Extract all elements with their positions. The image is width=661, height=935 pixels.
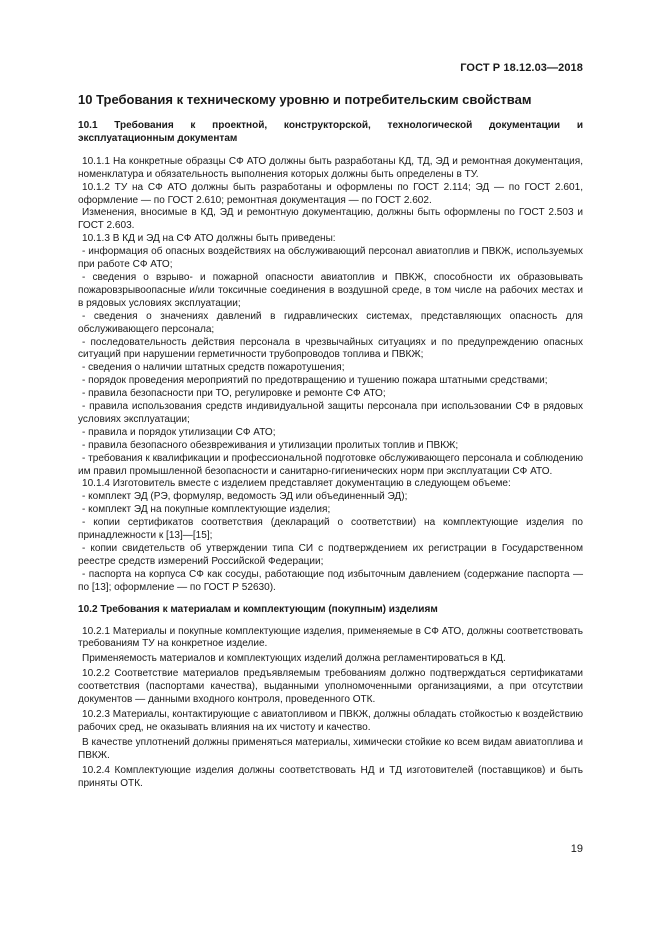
list-item: - паспорта на корпуса СФ как сосуды, работающие под избыточным давлением (содержание паспорта — по [13]; оформление — по ГОСТ Р 52630). [78, 568, 583, 593]
page-content [78, 92, 583, 790]
paragraph: 10.1.1 На конкретные образцы СФ АТО должны быть разработаны КД, ТД, ЭД и ремонтная документация, номенклатура и обязательность выполнения которых должны быть определены в ТУ. [78, 155, 583, 180]
list-item: - сведения о наличии штатных средств пожаротушения; [82, 362, 345, 374]
list-item: - комплект ЭД на покупные комплектующие изделия; [82, 504, 331, 516]
list-item: - комплект ЭД (РЭ, формуляр, ведомость ЭД или объединенный ЭД); [82, 491, 408, 503]
paragraph: Изменения, вносимые в КД, ЭД и ремонтную документацию, должны быть оформлены по ГОСТ 2.503 и ГОСТ 2.603. [78, 207, 583, 232]
paragraph: В качестве уплотнений должны применяться материалы, химически стойкие ко всем видам авиатоплива и ПВКЖ. [78, 736, 583, 761]
list-item: - копии свидетельств об утверждении типа СИ с подтверждением их регистрации в Государственном реестре средств измерений Российской Федерации; [78, 543, 583, 567]
standard-code-header: ГОСТ Р 18.12.03—2018 [460, 62, 583, 74]
section-title: 10 Требования к техническому уровню и потребительским свойствам [78, 92, 532, 107]
list-item: - последовательность действия персонала в чрезвычайных ситуациях и по предупреждению опасных ситуаций при нарушении герметичности трубопроводов топлива и ПВКЖ; [78, 336, 583, 361]
list-item: - правила безопасного обезвреживания и утилизации пролитых топлив и ПВКЖ; [82, 439, 459, 451]
list-item: - правила использования средств индивидуальной защиты персонала при использовании СФ в рядовых условиях эксплуатации; [78, 401, 583, 425]
list-item: - сведения о взрыво- и пожарной опасности авиатоплив и ПВКЖ, способности их образовывать пожаровзрывоопасные и/или токсичные соединения в воздушной среде, в том числе на рабочих местах и в рядовых условиях эксплуатации; [78, 271, 583, 309]
subsection-10-2-body [78, 626, 583, 791]
list-item: - правила и порядок утилизации СФ АТО; [82, 426, 276, 438]
list-item: - порядок проведения мероприятий по предотвращению и тушению пожара штатными средствами; [82, 375, 548, 387]
paragraph: Применяемость материалов и комплектующих изделий должна регламентироваться в КД. [82, 653, 506, 665]
list-item: - копии сертификатов соответствия (деклараций о соответствии) на комплектующие изделия по принадлежности к [13]—[15]; [78, 517, 583, 542]
list-item: - правила безопасности при ТО, регулировке и ремонте СФ АТО; [82, 388, 386, 400]
paragraph: 10.2.4 Комплектующие изделия должны соответствовать НД и ТД изготовителей (поставщиков) и быть приняты ОТК. [78, 764, 583, 789]
paragraph: 10.1.3 В КД и ЭД на СФ АТО должны быть приведены: [82, 233, 336, 245]
list-item: - требования к квалификации и профессиональной подготовке обслуживающего персонала и соблюдению им правил промышленной безопасности и санитарно-гигиенических норм при эксплуатации СФ АТО. [78, 452, 583, 477]
paragraph: 10.2.1 Материалы и покупные комплектующие изделия, применяемые в СФ АТО, должны соответствовать требованиям ТУ на конкретное изделие. [78, 625, 583, 650]
paragraph: 10.2.3 Материалы, контактирующие с авиатопливом и ПВКЖ, должны обладать стойкостью к воздействию рабочих сред, не оказывать влияния на их чистоту и качество. [78, 708, 583, 733]
list-item: - сведения о значениях давлений в гидравлических системах, представляющих опасность для обслуживающего персонала; [78, 310, 583, 335]
list-item: - информация об опасных воздействиях на обслуживающий персонал авиатоплив и ПВКЖ, используемых при работе СФ АТО; [78, 246, 583, 271]
subsection-title-10-2: 10.2 Требования к материалам и комплектующим (покупным) изделиям [78, 603, 438, 615]
subsection-10-1-body [78, 156, 583, 595]
paragraph: 10.2.2 Соответствие материалов предъявляемым требованиям должно подтверждаться сертификатами соответствия (паспортами качества), выданными уполномоченными организациями, а при отсутствии документов — данными входного контроля, проведенного ОТК. [78, 668, 583, 706]
page-number: 19 [570, 843, 583, 855]
paragraph: 10.1.4 Изготовитель вместе с изделием представляет документацию в следующем объеме: [82, 478, 511, 490]
paragraph: 10.1.2 ТУ на СФ АТО должны быть разработаны и оформлены по ГОСТ 2.114; ЭД — по ГОСТ 2.601, оформление — по ГОСТ 2.610; ремонтная документация — по ГОСТ 2.602. [78, 181, 583, 206]
subsection-title-10-1: 10.1 Требования к проектной, конструкторской, технологической документации и эксплуатационным документам [78, 120, 583, 144]
